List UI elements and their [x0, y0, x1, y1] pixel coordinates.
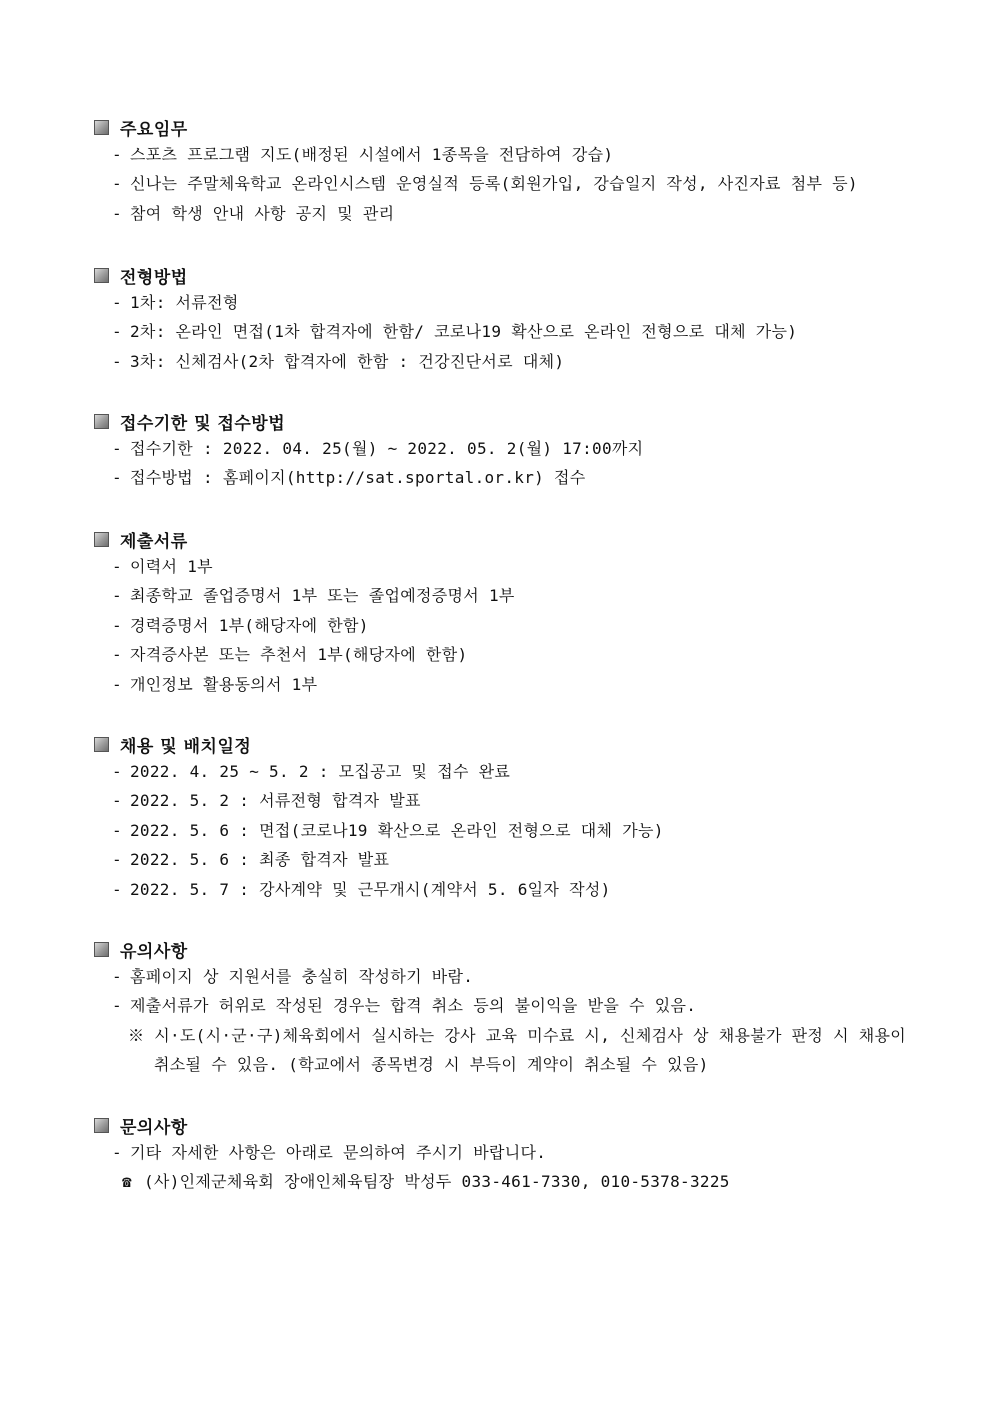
list-item: - 1차: 서류전형 — [112, 293, 239, 312]
section-heading — [94, 731, 914, 757]
section-title: 제출서류 — [120, 531, 188, 552]
list-item: - 접수방법 : 홈페이지(http://sat.sportal.or.kr) 접수 — [112, 468, 586, 488]
section-title: 유의사항 — [120, 941, 188, 962]
list-item: - 2022. 5. 6 : 최종 합격자 발표 — [112, 850, 390, 870]
section-title: 접수기한 및 접수방법 — [120, 413, 286, 434]
square-bullet-icon — [94, 532, 109, 547]
list-item: - 경력증명서 1부(해당자에 한함) — [112, 615, 369, 635]
list-item: - 신나는 주말체육학교 온라인시스템 운영실적 등록(회원가입, 강습일지 작성, 사진자료 첨부 등) — [112, 174, 858, 194]
section-selection-method — [94, 262, 914, 376]
section-title: 채용 및 배치일정 — [120, 736, 252, 757]
list-item: - 2022. 4. 25 ~ 5. 2 : 모집공고 및 접수 완료 — [112, 762, 511, 781]
section-heading — [94, 936, 914, 962]
note-line-continuation: 취소될 수 있음. (학교에서 종목변경 시 부득이 계약이 취소될 수 있음) — [154, 1055, 709, 1075]
section-heading — [94, 1112, 914, 1138]
note-line: ※ 시·도(시·군·구)체육회에서 실시하는 강사 교육 미수료 시, 신체검사 상 채용불가 판정 시 채용이 — [128, 1025, 907, 1045]
list-item: - 3차: 신체검사(2차 합격자에 한함 : 건강진단서로 대체) — [112, 351, 565, 371]
section-main-duties — [94, 114, 914, 228]
list-item: - 기타 자세한 사항은 아래로 문의하여 주시기 바랍니다. — [112, 1143, 547, 1162]
list-item: - 접수기한 : 2022. 04. 25(월) ~ 2022. 05. 2(월) 17:00까지 — [112, 439, 644, 458]
square-bullet-icon — [94, 737, 109, 752]
section-heading — [94, 526, 914, 552]
contact-info: (사)인제군체육회 장애인체육팀장 박성두 033-461-7330, 010-5378-3225 — [144, 1172, 730, 1192]
list-item: - 개인정보 활용동의서 1부 — [112, 674, 318, 694]
section-heading — [94, 408, 914, 434]
list-item: - 2022. 5. 6 : 면접(코로나19 확산으로 온라인 전형으로 대체 가능) — [112, 820, 664, 840]
list-item: - 2차: 온라인 면접(1차 합격자에 한함/ 코로나19 확산으로 온라인 전형으로 대체 가능) — [112, 322, 798, 342]
list-item: - 이력서 1부 — [112, 557, 213, 576]
list-item: - 2022. 5. 7 : 강사계약 및 근무개시(계약서 5. 6일자 작성) — [112, 879, 611, 899]
section-title: 문의사항 — [120, 1117, 188, 1138]
list-item: - 2022. 5. 2 : 서류전형 합격자 발표 — [112, 791, 421, 811]
telephone-icon: ☎ — [122, 1172, 132, 1192]
square-bullet-icon — [94, 120, 109, 135]
section-schedule — [94, 731, 914, 904]
square-bullet-icon — [94, 268, 109, 283]
section-title: 주요임무 — [120, 119, 188, 140]
section-notes — [94, 936, 914, 1080]
square-bullet-icon — [94, 414, 109, 429]
section-application — [94, 408, 914, 493]
section-documents — [94, 526, 914, 699]
list-item: - 참여 학생 안내 사항 공지 및 관리 — [112, 203, 395, 223]
section-title: 전형방법 — [120, 267, 188, 288]
list-item: - 홈페이지 상 지원서를 충실히 작성하기 바람. — [112, 967, 474, 986]
list-item: - 자격증사본 또는 추천서 1부(해당자에 한함) — [112, 645, 468, 665]
square-bullet-icon — [94, 942, 109, 957]
list-item: - 스포츠 프로그램 지도(배정된 시설에서 1종목을 전담하여 강습) — [112, 145, 614, 164]
square-bullet-icon — [94, 1118, 109, 1133]
section-heading — [94, 262, 914, 288]
list-item: - 최종학교 졸업증명서 1부 또는 졸업예정증명서 1부 — [112, 586, 515, 606]
contact-line — [94, 1167, 914, 1196]
section-inquiry — [94, 1112, 914, 1197]
list-item: - 제출서류가 허위로 작성된 경우는 합격 취소 등의 불이익을 받을 수 있음. — [112, 996, 697, 1016]
section-heading — [94, 114, 914, 140]
